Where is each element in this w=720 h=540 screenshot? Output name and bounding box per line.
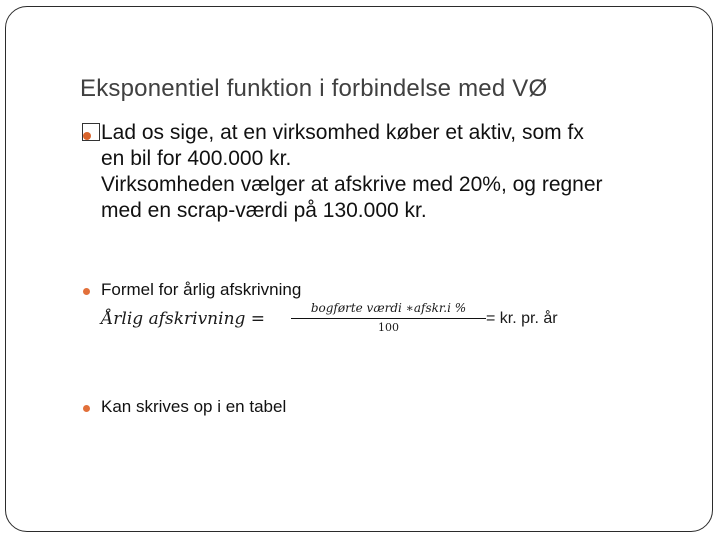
formula-lhs: Årlig afskrivning =	[101, 309, 266, 329]
formula-numerator: bogførte værdi ∗afskr.i %	[310, 301, 467, 315]
bullet-formula-label: Formel for årlig afskrivning	[101, 280, 302, 299]
bullet-table-label: Kan skrives op i en tabel	[101, 397, 287, 416]
bullet-dot-icon	[83, 405, 90, 412]
formula-denominator: 100	[378, 321, 399, 334]
fraction-bar	[291, 318, 486, 319]
slide-title: Eksponentiel funktion i forbindelse med VØ	[80, 75, 548, 102]
bullet-line: en bil for 400.000 kr.	[101, 147, 292, 170]
bullet-text	[101, 120, 692, 224]
bullet-item-asset-purchase	[82, 120, 692, 224]
bullet-line: Lad os sige, at en virksomhed køber et aktiv, som fx	[101, 121, 584, 144]
bullet-dot-icon	[83, 288, 90, 295]
bullet-line: med en scrap-værdi på 130.000 kr.	[101, 199, 427, 222]
depreciation-formula	[101, 301, 581, 341]
formula-fraction	[291, 301, 486, 334]
bullet-line: Virksomheden vælger at afskrive med 20%, og regner	[101, 173, 603, 196]
broken-glyph-bullet-icon	[82, 123, 100, 141]
formula-rhs: = kr. pr. år	[486, 310, 558, 327]
